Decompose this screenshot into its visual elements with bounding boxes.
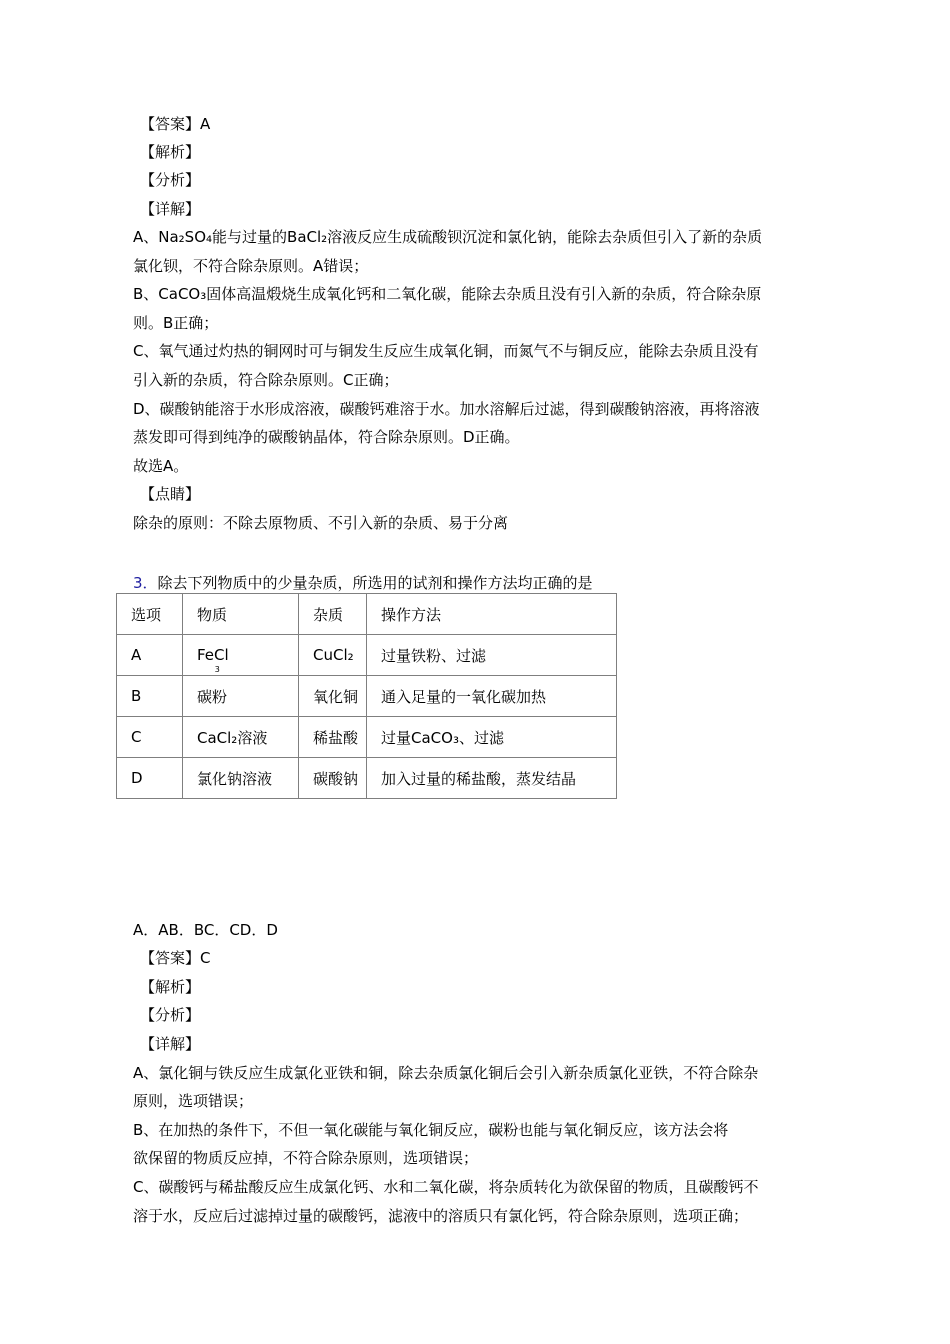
cell-impurity: 稀盐酸 <box>299 717 367 758</box>
question-text: 除去下列物质中的少量杂质，所选用的试剂和操作方法均正确的是 <box>157 574 593 592</box>
explanation-line: 引入新的杂质，符合除杂原则。C正确； <box>133 371 399 389</box>
answer-label: 【答案】C <box>140 949 211 967</box>
tip-text: 除杂的原则：不除去原物质、不引入新的杂质、易于分离 <box>133 514 509 532</box>
header-substance: 物质 <box>183 594 299 635</box>
explanation-line: B、CaCO₃固体高温煅烧生成氧化钙和二氧化碳，能除去杂质且没有引入新的杂质，符合除杂原 <box>133 285 762 303</box>
header-option: 选项 <box>117 594 183 635</box>
fecl-subscript: 3 <box>214 665 220 674</box>
fecl-text: FeCl <box>197 646 229 664</box>
cell-method: 通入足量的一氧化碳加热 <box>367 676 617 717</box>
cell-method: 过量CaCO₃、过滤 <box>367 717 617 758</box>
cell-impurity: 氧化铜 <box>299 676 367 717</box>
explanation-line: B、在加热的条件下，不但一氧化碳能与氧化铜反应，碳粉也能与氧化铜反应，该方法会将 <box>133 1121 729 1139</box>
analysis-label: 【解析】 <box>140 143 201 161</box>
answer-label: 【答案】A <box>140 115 211 133</box>
question-3 <box>133 572 593 593</box>
table-header-row <box>117 594 617 635</box>
explanation-line: 欲保留的物质反应掉，不符合除杂原则，选项错误； <box>133 1149 479 1167</box>
answer-options: A．AB．BC．CD．D <box>133 921 278 939</box>
table-row <box>117 758 617 799</box>
explanation-line: 故选A。 <box>133 457 189 475</box>
tip-label: 【点睛】 <box>140 485 201 503</box>
cell-impurity: 碳酸钠 <box>299 758 367 799</box>
cell-substance: 氯化钠溶液 <box>183 758 299 799</box>
explanation-line: 蒸发即可得到纯净的碳酸钠晶体，符合除杂原则。D正确。 <box>133 428 520 446</box>
cell-option: B <box>117 676 183 717</box>
fenxi-label: 【分析】 <box>140 1006 201 1024</box>
explanation-line: 原则，选项错误； <box>133 1092 254 1110</box>
table-row <box>117 717 617 758</box>
explanation-line: 溶于水，反应后过滤掉过量的碳酸钙，滤液中的溶质只有氯化钙，符合除杂原则，选项正确； <box>133 1207 749 1225</box>
header-impurity: 杂质 <box>299 594 367 635</box>
cell-impurity: CuCl₂ <box>299 635 367 676</box>
explanation-line: A、氯化铜与铁反应生成氯化亚铁和铜，除去杂质氯化铜后会引入新杂质氯化亚铁，不符合除杂 <box>133 1064 759 1082</box>
cell-substance: CaCl₂溶液 <box>183 717 299 758</box>
cell-substance <box>183 635 299 676</box>
table-row <box>117 676 617 717</box>
cell-option: D <box>117 758 183 799</box>
explanation-line: D、碳酸钠能溶于水形成溶液，碳酸钙难溶于水。加水溶解后过滤，得到碳酸钠溶液，再将溶液 <box>133 400 760 418</box>
cell-option: A <box>117 635 183 676</box>
detail-label: 【详解】 <box>140 200 201 218</box>
cell-method: 过量铁粉、过滤 <box>367 635 617 676</box>
question-number: 3． <box>133 574 158 592</box>
explanation-line: C、氧气通过灼热的铜网时可与铜发生反应生成氧化铜，而氮气不与铜反应，能除去杂质且没有 <box>133 342 759 360</box>
table-row <box>117 635 617 676</box>
cell-substance: 碳粉 <box>183 676 299 717</box>
cell-method: 加入过量的稀盐酸，蒸发结晶 <box>367 758 617 799</box>
impurity-table <box>116 593 617 799</box>
explanation-line: 氯化钡，不符合除杂原则。A错误； <box>133 257 369 275</box>
explanation-line: C、碳酸钙与稀盐酸反应生成氯化钙、水和二氧化碳，将杂质转化为欲保留的物质，且碳酸钙不 <box>133 1178 759 1196</box>
header-method: 操作方法 <box>367 594 617 635</box>
cell-option: C <box>117 717 183 758</box>
explanation-line: 则。B正确； <box>133 314 219 332</box>
fenxi-label: 【分析】 <box>140 171 201 189</box>
explanation-line: A、Na₂SO₄能与过量的BaCl₂溶液反应生成硫酸钡沉淀和氯化钠，能除去杂质但引入了新的杂质 <box>133 228 763 246</box>
analysis-label: 【解析】 <box>140 978 201 996</box>
detail-label: 【详解】 <box>140 1035 201 1053</box>
